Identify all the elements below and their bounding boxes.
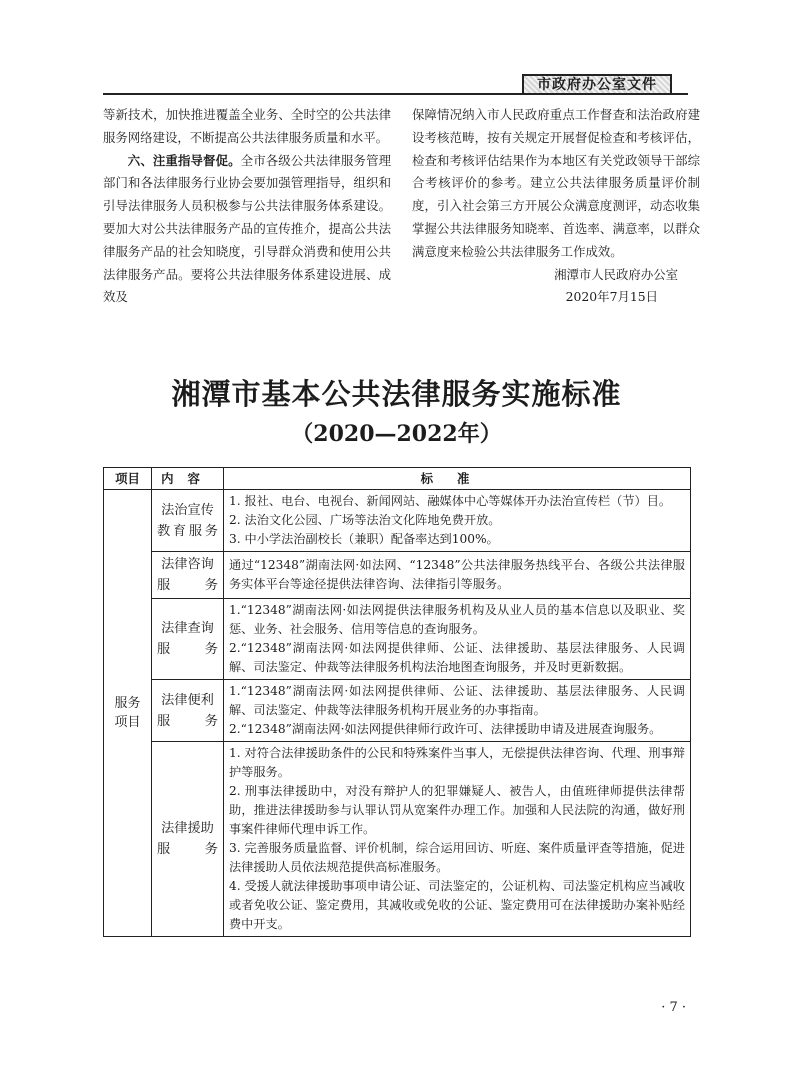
table-row — [104, 490, 691, 552]
standards-table — [103, 467, 691, 937]
page-number: · 7 · — [661, 1000, 686, 1015]
content-line: 教育服务 — [157, 523, 218, 539]
header-item: 项目 — [104, 468, 152, 490]
content-cell — [152, 680, 224, 742]
header-badge: 市政府办公室文件 — [522, 74, 672, 94]
issuer-signature: 湘潭市人民政府办公室 — [554, 266, 678, 282]
standard-item: 1.“12348”湖南法网·如法网提供律师、公证、法律援助、基层法律服务、人民调解、司法鉴定、仲裁等法律服务机构开展业务的办事指南。 — [229, 684, 685, 717]
header-standard: 标准 — [224, 468, 691, 490]
right-paragraph-1: 保障情况纳入市人民政府重点工作督查和法治政府建设考核范畴，按有关规定开展督促检查和考核评估，检查和考核评估结果作为本地区有关党政领导干部综合考核评价的参考。建立公共法律服务质量评价制度，引入社会第三方开展公众满意度测评，动态收集掌握公共法律服务知晓率、首选率、满意率，以群众满意度来检验公共法律服务工作成效。 — [412, 107, 700, 259]
content-cell — [152, 490, 224, 552]
table-body — [104, 490, 691, 937]
content-line: 法律查询 — [161, 621, 214, 636]
header-content: 内容 — [152, 468, 224, 490]
table-row — [104, 680, 691, 742]
table-row — [104, 599, 691, 680]
content-line: 法律援助 — [161, 821, 214, 836]
standard-item: 2.“12348”湖南法网·如法网提供律师行政许可、法律援助申请及进展查询服务。 — [229, 722, 662, 736]
left-paragraph-1: 等新技术，加快推进覆盖全业务、全时空的公共法律服务网络建设，不断提高公共法律服务质量和水平。 — [103, 107, 391, 145]
content-line: 法律便利 — [161, 692, 214, 708]
standard-item: 4. 受援人就法律援助事项申请公证、司法鉴定的，公证机构、司法鉴定机构应当减收或者免收公证、鉴定费用，其减收或免收的公证、鉴定费用可在法律援助办案补贴经费中开支。 — [229, 879, 685, 931]
content-line: 服务 — [157, 642, 218, 657]
standard-item: 2.“12348”湖南法网·如法网提供律师、公证、法律援助、基层法律服务、人民调解、司法鉴定、仲裁等法律服务机构法治地图查询服务，并及时更新数据。 — [229, 641, 685, 674]
standard-item: 2. 刑事法律援助中，对没有辩护人的犯罪嫌疑人、被告人，由值班律师提供法律帮助，推进法律援助参与认罪认罚从宽案件办理工作。加强和人民法院的沟通，做好刑事案件律师代理申诉工作。 — [229, 784, 685, 836]
standard-cell — [224, 490, 691, 552]
header-rule — [103, 93, 688, 95]
group-cell — [104, 490, 152, 937]
standard-item: 1.“12348”湖南法网·如法网提供法律服务机构及从业人员的基本信息以及职业、奖惩、业务、社会服务、信用等信息的查询服务。 — [229, 603, 685, 636]
section-body: 全市各级公共法律服务管理部门和各法律服务行业协会要加强管理指导，组织和引导法律服务人员积极参与公共法律服务体系建设。要加大对公共法律服务产品的宣传推介，提高公共法律服务产品的社会知晓度，引导群众消费和使用公共法律服务产品。要将公共法律服务体系建设进展、成效及 — [103, 152, 392, 305]
content-line: 法治宣传 — [161, 502, 214, 518]
content-cell — [152, 599, 224, 680]
standard-cell — [224, 742, 691, 937]
standard-cell — [224, 680, 691, 742]
standard-cell — [224, 552, 691, 599]
issue-date: 2020年7月15日 — [565, 289, 658, 305]
left-text-column — [103, 104, 391, 309]
table-row — [104, 552, 691, 599]
standard-item: 2. 法治文化公园、广场等法治文化阵地免费开放。 — [229, 513, 501, 527]
content-cell — [152, 742, 224, 937]
standard-item: 1. 对符合法律援助条件的公民和特殊案件当事人，无偿提供法律咨询、代理、刑事辩护等服务。 — [229, 746, 685, 779]
group-line: 服务 — [114, 696, 141, 711]
left-paragraph-2 — [103, 150, 391, 310]
group-line: 项目 — [114, 715, 141, 730]
standard-item: 3. 完善服务质量监督、评价机制，综合运用回访、听庭、案件质量评查等措施，促进法律援助人员依法规范提供高标准服务。 — [229, 841, 685, 874]
content-line: 法律咨询 — [161, 557, 214, 572]
standard-item: 1. 报社、电台、电视台、新闻网站、融媒体中心等媒体开办法治宣传栏（节）目。 — [229, 494, 672, 508]
table-header-row — [104, 468, 691, 490]
content-line: 服务 — [157, 713, 218, 729]
content-line: 服务 — [157, 842, 218, 857]
content-cell — [152, 552, 224, 599]
section-heading: 六、注重指导督促。 — [127, 152, 241, 168]
standard-cell — [224, 599, 691, 680]
content-line: 服务 — [157, 578, 218, 593]
standard-item: 3. 中小学法治副校长（兼职）配备率达到100%。 — [229, 532, 499, 546]
standard-item: 通过“12348”湖南法网·如法网、“12348”公共法律服务热线平台、各级公共法律服务实体平台等途径提供法律咨询、法律指引等服务。 — [229, 558, 685, 591]
right-text-column — [412, 104, 700, 309]
table-row — [104, 742, 691, 937]
document-subtitle: （2020—2022年） — [291, 421, 502, 447]
document-title: 湘潭市基本公共法律服务实施标准 — [171, 377, 622, 411]
